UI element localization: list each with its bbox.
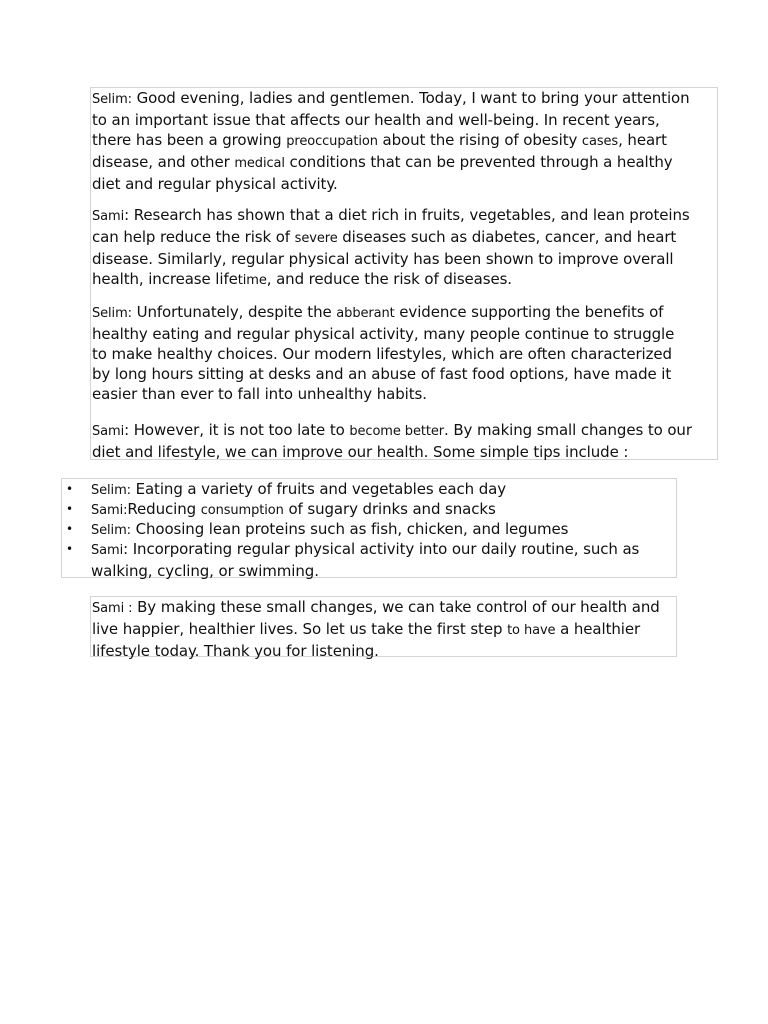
speaker-name: Sami: [92, 209, 125, 224]
text-segment: Good evening, ladies and gentlemen. Today, I want to bring your attention to an important issue that affects our health and well-being. In recent years, there has been a growing: [92, 89, 690, 149]
bullet-icon: •: [66, 522, 73, 536]
speaker-name: Selim:: [91, 523, 131, 538]
tip-item-4: [66, 539, 661, 581]
speaker-name: Sami: [92, 424, 125, 439]
text-segment: : However, it is not too late to: [124, 421, 350, 439]
paragraph-4: [92, 420, 692, 462]
closing-text-box: [90, 596, 677, 660]
text-segment: severe: [294, 231, 338, 246]
text-segment: Eating a variety of fruits and vegetables each day: [130, 480, 506, 498]
text-segment: Choosing lean proteins such as fish, chicken, and legumes: [130, 520, 569, 538]
paragraph-2: [92, 205, 692, 291]
tips-list-box: [61, 478, 677, 578]
paragraph-1: [92, 88, 692, 194]
tip-item-1: [66, 479, 661, 501]
text-segment: : Research has shown that a diet rich in fruits, vegetables, and lean proteins can help reduce the risk of: [92, 206, 690, 246]
text-segment: : Incorporating regular physical activity into our daily routine, such as walking, cycling, or swimming.: [91, 540, 640, 580]
speaker-name: Selim:: [92, 306, 132, 321]
tip-item-2: [66, 499, 661, 521]
text-segment: Reducing: [127, 500, 201, 518]
text-segment: conditions that can be prevented through a healthy diet and regular physical activity.: [92, 153, 673, 193]
speaker-name: Sami :: [92, 601, 133, 616]
text-segment: . By making small changes to our diet and lifestyle, we can improve our health. Some simple tips include :: [92, 421, 692, 461]
text-segment: become better: [349, 424, 444, 439]
speaker-name: Selim:: [92, 92, 132, 107]
bullet-icon: •: [66, 542, 73, 556]
text-segment: to have: [507, 623, 556, 638]
text-segment: By making these small changes, we can take control of our health and live happier, healthier lives. So let us take the first step: [92, 598, 660, 638]
paragraph-3: [92, 302, 692, 404]
text-segment: about the rising of obesity: [377, 131, 582, 149]
speaker-name: Sami:: [91, 503, 128, 518]
text-segment: preoccupation: [286, 134, 378, 149]
text-segment: of sugary drinks and snacks: [283, 500, 496, 518]
speaker-name: Selim:: [91, 483, 131, 498]
text-segment: evidence supporting the benefits of healthy eating and regular physical activity, many people continue to struggle to make healthy choices. Our modern lifestyles, which are often characterized by long hours sitting at desks and an abuse of fast food options, have made it easier than ever to fall into unhealthy habits.: [92, 303, 675, 403]
text-segment: time: [237, 273, 267, 288]
tip-item-3: [66, 519, 661, 541]
text-segment: a healthier lifestyle today. Thank you for listening.: [92, 620, 641, 660]
speaker-name: Sami: [91, 543, 124, 558]
text-segment: diseases such as diabetes, cancer, and heart disease. Similarly, regular physical activity has been shown to improve overall health, increase life: [92, 228, 677, 288]
text-segment: cases: [581, 134, 619, 149]
text-segment: consumption: [200, 503, 284, 518]
text-segment: , heart disease, and other: [92, 131, 667, 171]
text-segment: Unfortunately, despite the: [131, 303, 337, 321]
text-segment: medical: [234, 156, 285, 171]
closing-paragraph: [92, 597, 672, 661]
bullet-icon: •: [66, 502, 73, 516]
text-segment: , and reduce the risk of diseases.: [266, 270, 512, 288]
text-segment: abberant: [336, 306, 395, 321]
bullet-icon: •: [66, 482, 73, 496]
speech-text-box: [90, 87, 718, 460]
